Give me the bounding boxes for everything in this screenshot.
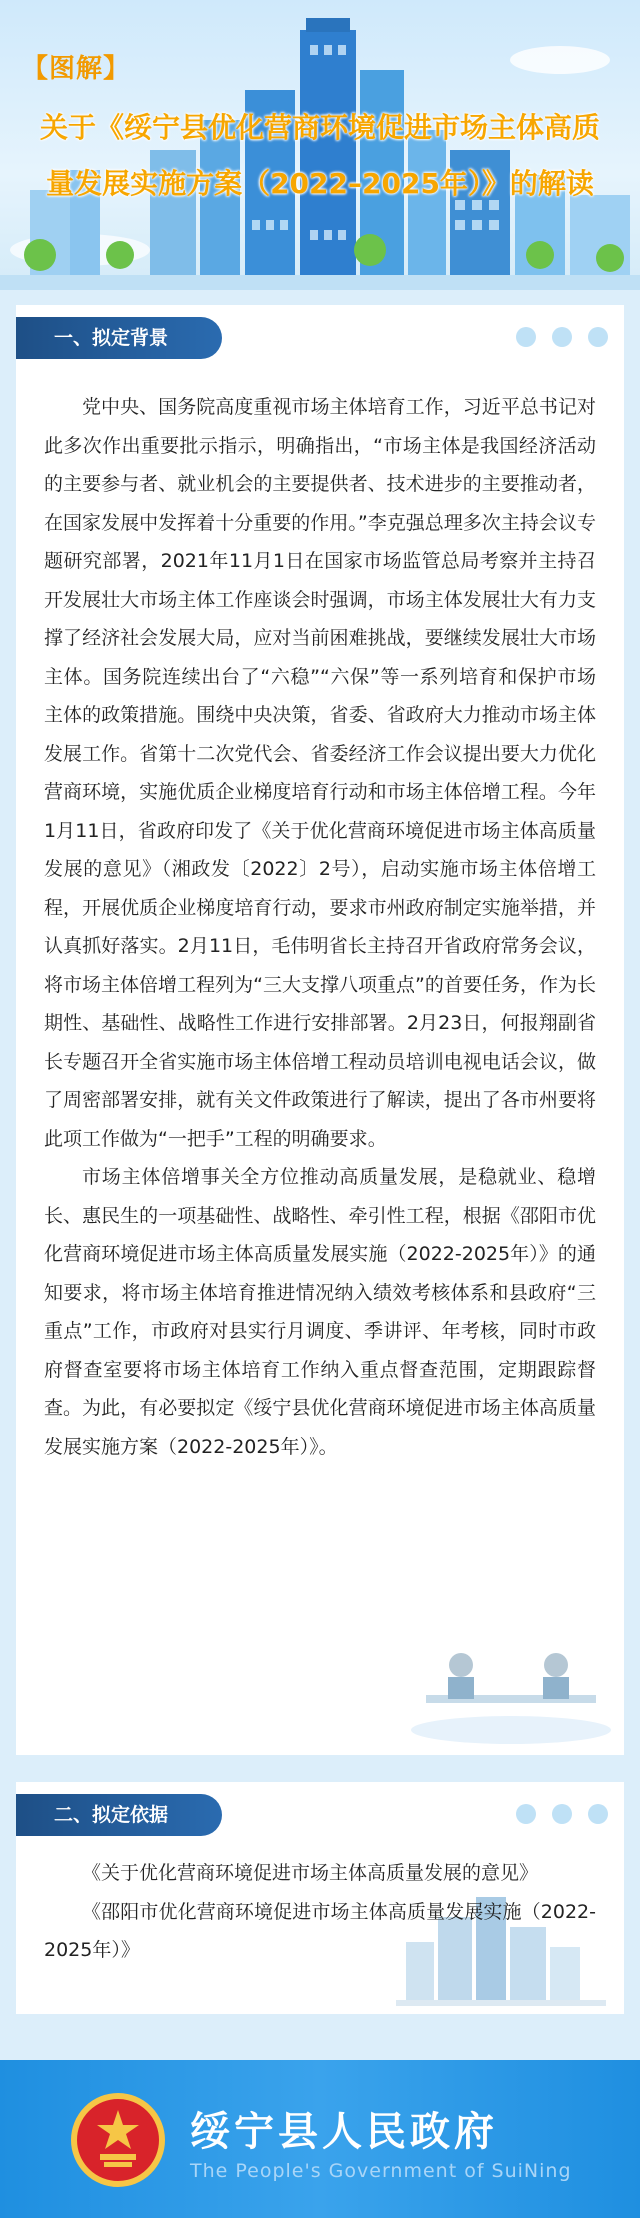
section-background-card	[16, 305, 624, 1755]
dot-icon	[588, 1804, 608, 1824]
dot-icon	[588, 327, 608, 347]
header-tag: 【图解】	[22, 54, 131, 84]
paragraph: 市场主体倍增事关全方位推动高质量发展，是稳就业、稳增长、惠民生的一项基础性、战略性、牵引性工程，根据《邵阳市优化营商环境促进市场主体高质量发展实施（2022-2025年）》的通知要求，将市场主体培育推进情况纳入绩效考核体系和县政府“三重点”工作，市政府对县实行月调度、季讲评、年考核，同时市政府督查室要将市场主体培育工作纳入重点督查范围，定期跟踪督查。为此，有必要拟定《绥宁县优化营商环境促进市场主体高质量发展实施方案（2022-2025年）》。	[44, 1166, 596, 1458]
section-heading-background: 一、拟定背景	[16, 317, 222, 359]
dot-icon	[516, 327, 536, 347]
national-emblem-icon	[70, 2092, 166, 2188]
paragraph: 党中央、国务院高度重视市场主体培育工作，习近平总书记对此多次作出重要批示指示，明确指出，“市场主体是我国经济活动的主要参与者、就业机会的主要提供者、技术进步的主要推动者，在国家发展中发挥着十分重要的作用。”李克强总理多次主持会议专题研究部署，2021年11月1日在国家市场监管总局考察并主持召开发展壮大市场主体工作座谈会时强调，市场主体发展壮大有力支撑了经济社会发展大局，应对当前困难挑战，要继续发展壮大市场主体。国务院连续出台了“六稳”“六保”等一系列培育和保护市场主体的政策措施。围绕中央决策，省委、省政府大力推动市场主体发展工作。省第十二次党代会、省委经济工作会议提出要大力优化营商环境，实施优质企业梯度培育行动和市场主体倍增工程。今年1月11日，省政府印发了《关于优化营商环境促进市场主体高质量发展的意见》（湘政发〔2022〕2号），启动实施市场主体倍增工程，开展优质企业梯度培育行动，要求市州政府制定实施举措，并认真抓好落实。2月11日，毛伟明省长主持召开省政府常务会议，将市场主体倍增工程列为“三大支撑八项重点”的首要任务，作为长期性、基础性、战略性工作进行安排部署。2月23日，何报翔副省长专题召开全省实施市场主体倍增工程动员培训电视电话会议，做了周密部署安排，就有关文件政策进行了解读，提出了各市州要将此项工作做为“一把手”工程的明确要求。	[44, 396, 596, 1150]
section-basis-text	[44, 1854, 596, 1970]
decorative-dots	[516, 1804, 608, 1824]
footer-banner	[0, 2060, 640, 2218]
basis-item: 《关于优化营商环境促进市场主体高质量发展的意见》	[82, 1862, 539, 1884]
section-heading-basis: 二、拟定依据	[16, 1794, 222, 1836]
page-title-line2: 量发展实施方案（2022–2025年）》的解读	[46, 167, 594, 200]
meeting-illustration	[406, 1635, 616, 1755]
page-title-line1: 关于《绥宁县优化营商环境促进市场主体高质	[39, 111, 600, 144]
section-basis-card	[16, 1782, 624, 2014]
footer-title: 绥宁县人民政府	[190, 2109, 498, 2155]
dot-icon	[552, 327, 572, 347]
header-banner	[0, 0, 640, 290]
decorative-dots	[516, 327, 608, 347]
dot-icon	[516, 1804, 536, 1824]
basis-item: 《邵阳市优化营商环境促进市场主体高质量发展实施（2022-2025年）》	[44, 1900, 596, 1961]
footer-subtitle: The People's Government of SuiNing	[190, 2160, 572, 2182]
dot-icon	[552, 1804, 572, 1824]
section-background-text	[44, 388, 596, 1466]
